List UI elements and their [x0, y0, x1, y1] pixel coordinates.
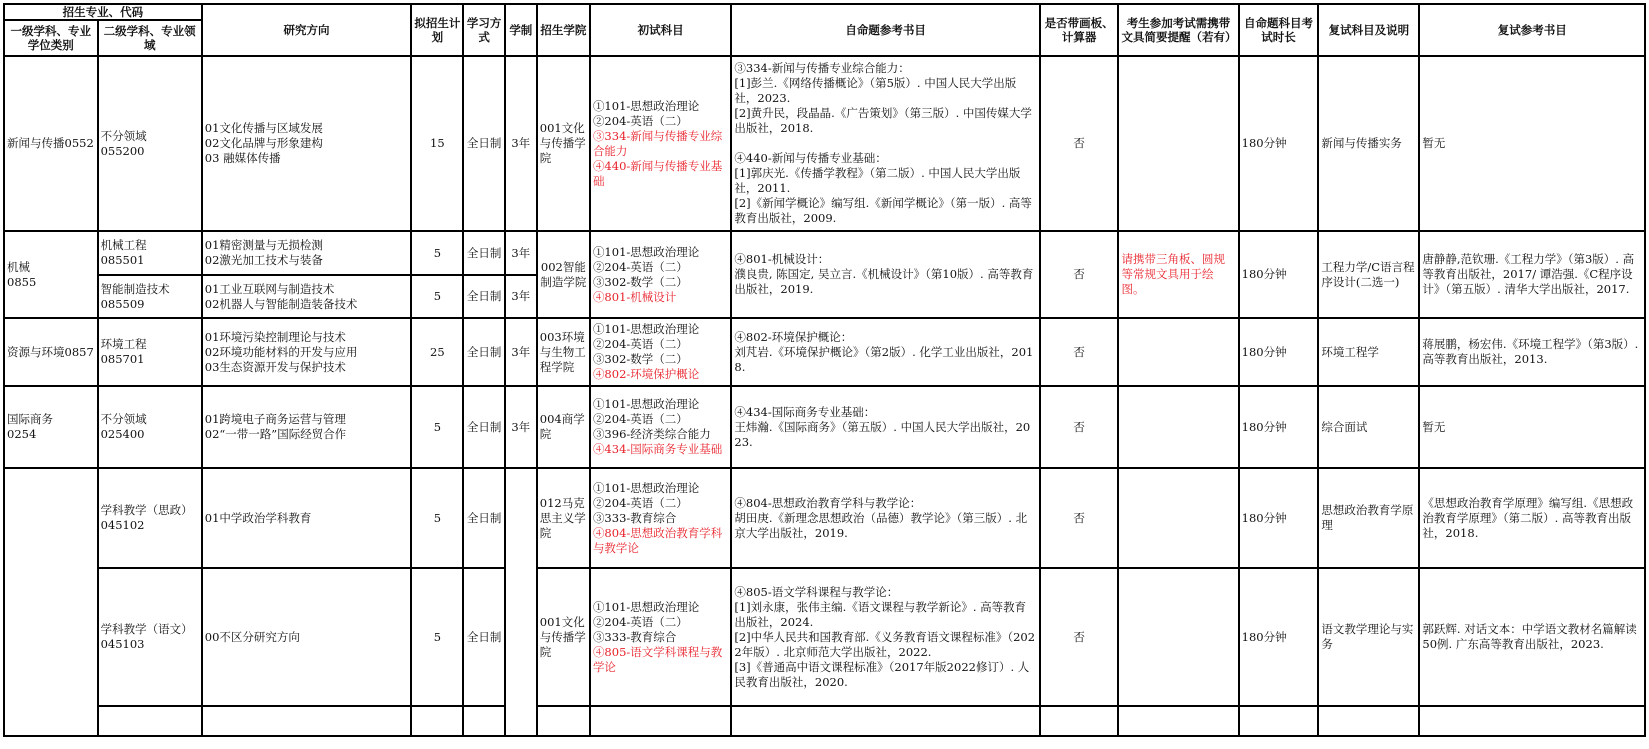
direction-cell: 01文化传播与区域发展 02文化品牌与形象建构 03 融媒体传播	[202, 56, 412, 231]
header-duration: 自命题科目考试时长	[1239, 4, 1319, 56]
years-cell: 3年	[505, 231, 537, 275]
retest-books-cell: 《思想政治教育学原理》编写组.《思想政治教育学原理》（第二版）. 高等教育出版社，2018.	[1419, 468, 1645, 568]
exam-cell: ①101-思想政治理论 ②204-英语（二） ③396-经济类综合能力 ④434-国际商务专业基础	[590, 386, 731, 468]
books-cell: ④434-国际商务专业基础： 王炜瀚.《国际商务》（第五版）. 中国人民大学出版社，2023.	[731, 386, 1039, 468]
retest-cell: 综合面试	[1318, 386, 1419, 468]
level2-cell: 学科教学（思政）045102	[98, 468, 202, 568]
years-cell: 3年	[505, 275, 537, 318]
table-row	[4, 568, 1645, 706]
header-retest-books: 复试参考书目	[1419, 4, 1645, 56]
level1-cell: 机械 0855	[4, 231, 98, 318]
retest-books-cell: 暂无	[1419, 386, 1645, 468]
header-years: 学制	[505, 4, 537, 56]
retest-books-cell: 唐静静,范钦珊.《工程力学》（第3版）. 高等教育出版社，2017/ 谭浩强.《C程序设计》（第五版）. 清华大学出版社，2017.	[1419, 231, 1645, 318]
books-cell: ④805-语文学科课程与教学论： [1]刘永康，张伟主编.《语文课程与教学新论》. 高等教育出版社，2024. [2]中华人民共和国教育部.《义务教育语文课程标准》（2022年版）. 北京师范大学出版社，2022. [3]《普通高中语文课程标准》（2017年版2022修订）. 人民教育出版社，2020.	[731, 568, 1039, 706]
header-direction: 研究方向	[202, 4, 412, 56]
table-row	[4, 468, 1645, 568]
tools-cell	[1118, 386, 1238, 468]
retest-cell: 语文教学理论与实务	[1318, 568, 1419, 706]
school-cell: 004商学院	[537, 386, 590, 468]
header-exam: 初试科目	[590, 4, 731, 56]
tools-cell: 请携带三角板、圆规等常规文具用于绘图。	[1118, 231, 1238, 318]
mode-cell: 全日制	[463, 318, 504, 386]
table-row-partial	[4, 706, 1645, 736]
header-calc: 是否带画板、计算器	[1040, 4, 1119, 56]
school-cell: 012马克思主义学院	[537, 468, 590, 568]
tools-cell	[1118, 56, 1238, 231]
duration-cell: 180分钟	[1239, 318, 1319, 386]
table-row	[4, 318, 1645, 386]
exam-cell: ①101-思想政治理论 ②204-英语（二） ③333-教育综合 ④804-思想政治教育学科与教学论	[590, 468, 731, 568]
header-retest: 复试科目及说明	[1318, 4, 1419, 56]
tools-cell	[1118, 468, 1238, 568]
level2-cell: 环境工程 085701	[98, 318, 202, 386]
years-cell: 3年	[505, 386, 537, 468]
mode-cell: 全日制	[463, 468, 504, 568]
retest-cell: 思想政治教育学原理	[1318, 468, 1419, 568]
school-cell: 001文化与传播学院	[537, 568, 590, 706]
header-school: 招生学院	[537, 4, 590, 56]
duration-cell: 180分钟	[1239, 386, 1319, 468]
calc-cell: 否	[1040, 231, 1119, 318]
duration-cell: 180分钟	[1239, 468, 1319, 568]
retest-cell: 工程力学/C语言程序设计(二选一)	[1318, 231, 1419, 318]
books-cell: ④801-机械设计： 濮良贵, 陈国定, 吴立言.《机械设计》（第10版）. 高等教育出版社，2019.	[731, 231, 1039, 318]
level1-cell	[4, 468, 98, 736]
table-row	[4, 386, 1645, 468]
level2-cell: 机械工程 085501	[98, 231, 202, 275]
retest-books-cell: 蒋展鹏，杨宏伟.《环境工程学》（第3版）. 高等教育出版社，2013.	[1419, 318, 1645, 386]
direction-cell: 01精密测量与无损检测 02激光加工技术与装备	[202, 231, 412, 275]
level2-cell: 学科教学（语文）045103	[98, 568, 202, 706]
school-cell: 003环境与生物工程学院	[537, 318, 590, 386]
level1-cell: 国际商务 0254	[4, 386, 98, 468]
header-major-code: 招生专业、代码	[4, 4, 202, 20]
header-level1: 一级学科、专业学位类别	[4, 20, 98, 56]
calc-cell: 否	[1040, 568, 1119, 706]
exam-cell: ①101-思想政治理论 ②204-英语（二） ③302-数学（二） ④802-环境保护概论	[590, 318, 731, 386]
calc-cell: 否	[1040, 318, 1119, 386]
plan-cell: 5	[411, 231, 463, 275]
school-cell: 002智能制造学院	[537, 231, 590, 318]
exam-cell: ①101-思想政治理论 ②204-英语（二） ③333-教育综合 ④805-语文学科课程与教学论	[590, 568, 731, 706]
direction-cell: 01工业互联网与制造技术 02机器人与智能制造装备技术	[202, 275, 412, 318]
calc-cell: 否	[1040, 468, 1119, 568]
exam-cell: ①101-思想政治理论 ②204-英语（二） ③334-新闻与传播专业综合能力 ④440-新闻与传播专业基础	[590, 56, 731, 231]
retest-cell: 新闻与传播实务	[1318, 56, 1419, 231]
direction-cell: 01中学政治学科教育	[202, 468, 412, 568]
duration-cell: 180分钟	[1239, 231, 1319, 318]
header-level2: 二级学科、专业领域	[98, 20, 202, 56]
tools-cell	[1118, 568, 1238, 706]
level1-cell: 新闻与传播0552	[4, 56, 98, 231]
retest-books-cell: 暂无	[1419, 56, 1645, 231]
admissions-table	[3, 3, 1646, 737]
school-cell: 001文化与传播学院	[537, 56, 590, 231]
tools-cell	[1118, 318, 1238, 386]
header-tools: 考生参加考试需携带文具简要提醒（若有）	[1118, 4, 1238, 56]
mode-cell: 全日制	[463, 56, 504, 231]
mode-cell: 全日制	[463, 386, 504, 468]
books-cell: ③334-新闻与传播专业综合能力： [1]彭兰.《网络传播概论》（第5版）. 中国人民大学出版社，2023. [2]黄升民，段晶晶.《广告策划》（第三版）. 中国传媒大学出版社，2018. ④440-新闻与传播专业基础： [1]郭庆光.《传播学教程》（第二版）. 中国人民大学出版社，2011. [2]《新闻学概论》编写组.《新闻学概论》（第一版）. 高等教育出版社，2009.	[731, 56, 1039, 231]
header-mode: 学习方式	[463, 4, 504, 56]
direction-cell: 01环境污染控制理论与技术 02环境功能材料的开发与应用 03生态资源开发与保护技术	[202, 318, 412, 386]
header-books: 自命题参考书目	[731, 4, 1039, 56]
years-cell: 3年	[505, 56, 537, 231]
calc-cell: 否	[1040, 56, 1119, 231]
table-row	[4, 56, 1645, 231]
plan-cell: 5	[411, 568, 463, 706]
years-cell: 3年	[505, 318, 537, 386]
level2-cell: 不分领域 025400	[98, 386, 202, 468]
level2-cell: 智能制造技术 085509	[98, 275, 202, 318]
plan-cell: 25	[411, 318, 463, 386]
duration-cell: 180分钟	[1239, 568, 1319, 706]
plan-cell: 5	[411, 386, 463, 468]
duration-cell: 180分钟	[1239, 56, 1319, 231]
retest-cell: 环境工程学	[1318, 318, 1419, 386]
plan-cell: 5	[411, 468, 463, 568]
retest-books-cell: 郭跃辉. 对话文本：中学语文教材名篇解读50例. 广东高等教育出版社，2023.	[1419, 568, 1645, 706]
header-plan: 拟招生计划	[411, 4, 463, 56]
level1-cell: 资源与环境0857	[4, 318, 98, 386]
mode-cell: 全日制	[463, 275, 504, 318]
exam-cell: ①101-思想政治理论 ②204-英语（二） ③302-数学（二） ④801-机械设计	[590, 231, 731, 318]
table-row	[4, 231, 1645, 275]
books-cell: ④804-思想政治教育学科与教学论： 胡田庚.《新理念思想政治（品德）教学论》（第三版）. 北京大学出版社，2019.	[731, 468, 1039, 568]
direction-cell: 01跨境电子商务运营与管理 02“一带一路”国际经贸合作	[202, 386, 412, 468]
calc-cell: 否	[1040, 386, 1119, 468]
direction-cell: 00不区分研究方向	[202, 568, 412, 706]
mode-cell: 全日制	[463, 231, 504, 275]
plan-cell: 15	[411, 56, 463, 231]
mode-cell: 全日制	[463, 568, 504, 706]
years-cell	[505, 468, 537, 736]
books-cell: ④802-环境保护概论： 刘芃岩.《环境保护概论》（第2版）. 化学工业出版社，2018.	[731, 318, 1039, 386]
plan-cell: 5	[411, 275, 463, 318]
level2-cell: 不分领域 055200	[98, 56, 202, 231]
